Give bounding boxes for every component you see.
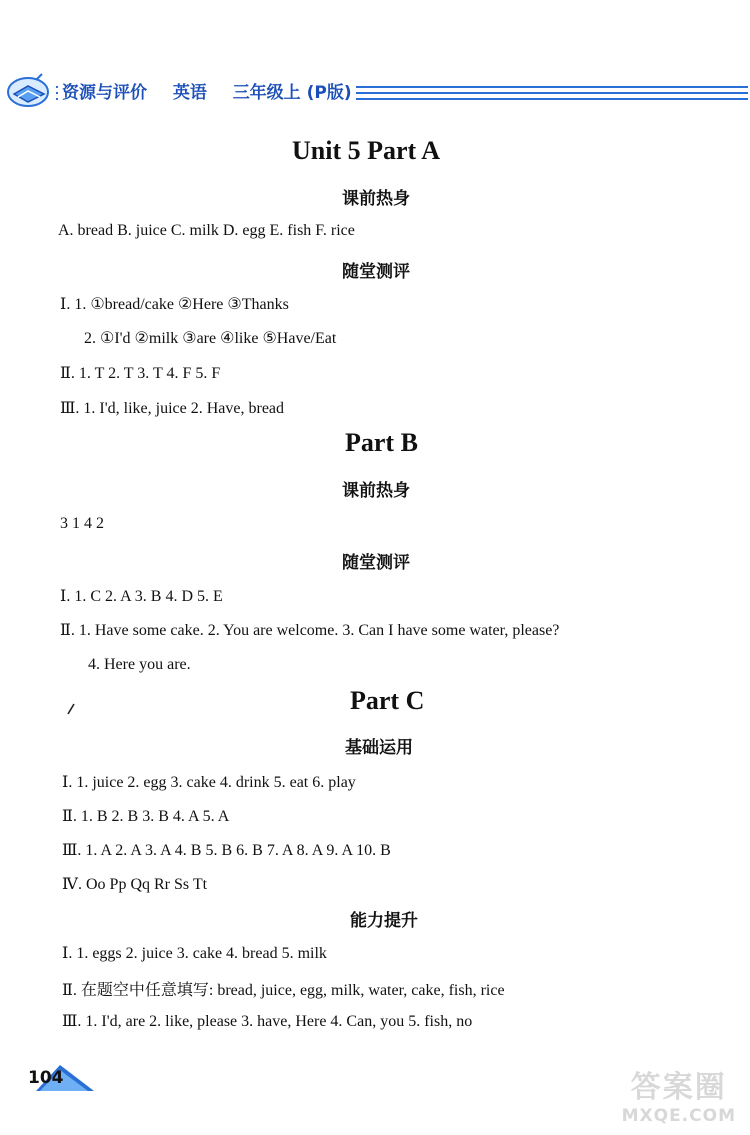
part-a-practice-heading: 随堂测评	[342, 262, 410, 282]
part-a-line-1: Ⅰ. 1. ①bread/cake ②Here ③Thanks	[60, 296, 289, 313]
part-c-basic-heading: 基础运用	[345, 738, 413, 758]
book-logo-icon	[6, 72, 54, 110]
part-a-warmup-line: A. bread B. juice C. milk D. egg E. fish F. rice	[58, 222, 355, 239]
page-number: 104	[28, 1068, 64, 1088]
part-c-ability-heading: 能力提升	[350, 911, 418, 931]
part-c-basic-line-3: Ⅲ. 1. A 2. A 3. A 4. B 5. B 6. B 7. A 8. A 9. A 10. B	[62, 842, 391, 859]
part-b-practice-heading: 随堂测评	[342, 553, 410, 573]
header-grade: 三年级上	[232, 83, 301, 103]
part-b-warmup-heading: 课前热身	[342, 481, 410, 501]
watermark-bottom: MXQE.COM	[621, 1106, 736, 1126]
part-c-basic-line-2: Ⅱ. 1. B 2. B 3. B 4. A 5. A	[62, 808, 230, 825]
part-a-warmup-heading: 课前热身	[342, 189, 410, 209]
part-c-ability-line-3: Ⅲ. 1. I'd, are 2. like, please 3. have, Here 4. Can, you 5. fish, no	[62, 1013, 473, 1030]
pen-mark	[67, 703, 75, 715]
page-header	[0, 66, 750, 116]
part-c-basic-line-4: Ⅳ. Oo Pp Qq Rr Ss Tt	[62, 876, 208, 893]
part-a-line-3: Ⅱ. 1. T 2. T 3. T 4. F 5. F	[60, 365, 221, 382]
part-b-line-3: 4. Here you are.	[88, 656, 191, 673]
watermark	[622, 1062, 736, 1126]
part-c-basic-line-1: Ⅰ. 1. juice 2. egg 3. cake 4. drink 5. eat 6. play	[62, 774, 356, 791]
unit-title: Unit 5 Part A	[292, 136, 441, 165]
part-a-line-2: 2. ①I'd ②milk ③are ④like ⑤Have/Eat	[84, 330, 337, 347]
part-c-title: Part C	[350, 686, 425, 715]
part-b-line-2: Ⅱ. 1. Have some cake. 2. You are welcome. 3. Can I have some water, please?	[60, 622, 560, 639]
header-subject: 英语	[172, 83, 207, 103]
part-c-ability-line-2: Ⅱ. 在题空中任意填写: bread, juice, egg, milk, water, cake, fish, rice	[62, 982, 505, 999]
part-b-line-1: Ⅰ. 1. C 2. A 3. B 4. D 5. E	[60, 588, 223, 605]
header-edition: (P版)	[306, 83, 352, 103]
part-c-ability-line-1: Ⅰ. 1. eggs 2. juice 3. cake 4. bread 5. milk	[62, 945, 327, 962]
header-series: 资源与评价	[62, 83, 147, 103]
part-a-line-4: Ⅲ. 1. I'd, like, juice 2. Have, bread	[60, 400, 285, 417]
watermark-top: 答案圈	[630, 1070, 727, 1105]
part-b-warmup-line: 3 1 4 2	[60, 515, 104, 532]
part-b-title: Part B	[345, 428, 418, 457]
